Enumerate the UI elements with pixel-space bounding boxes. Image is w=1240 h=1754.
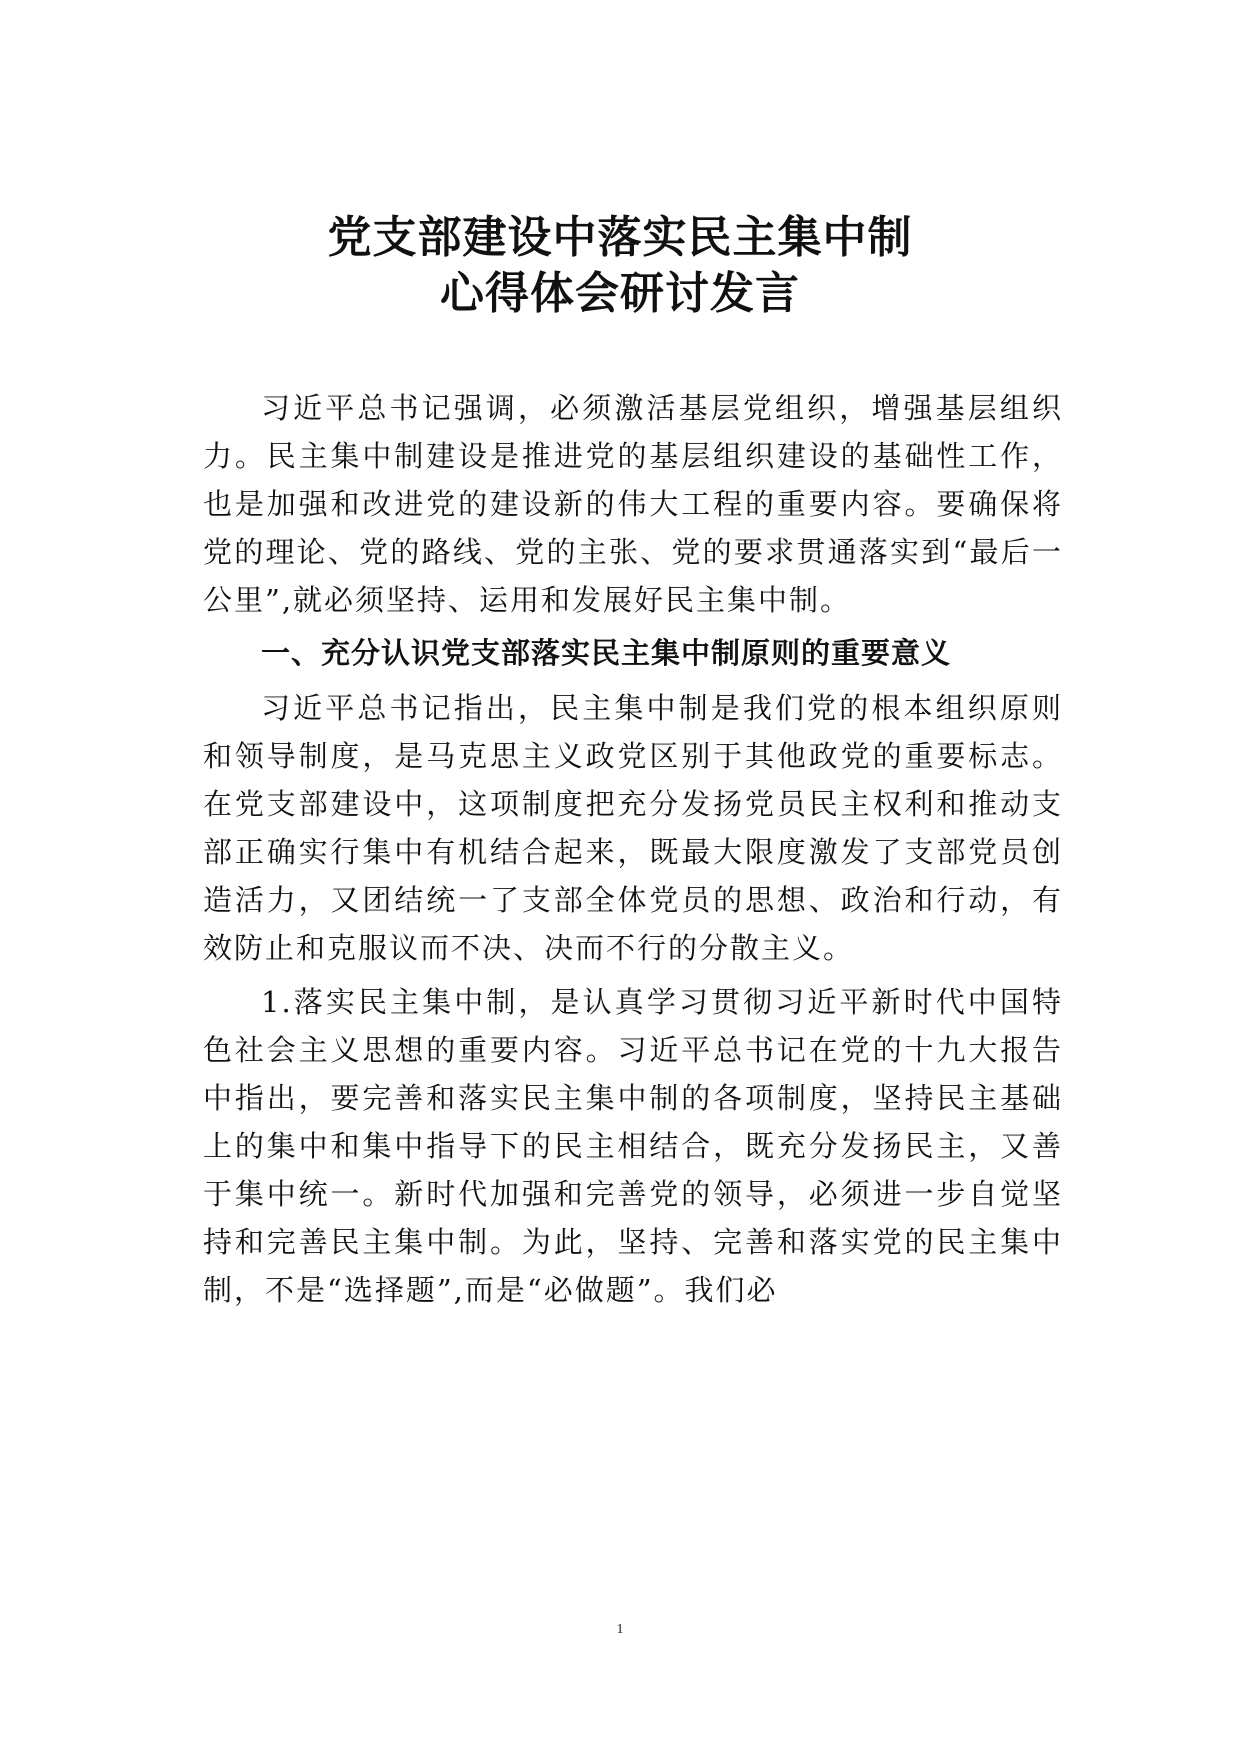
- section-heading-1: 一、充分认识党支部落实民主集中制原则的重要意义: [261, 636, 952, 670]
- paragraph-point-1: 1.落实民主集中制，是认真学习贯彻习近平新时代中国特色社会主义思想的重要内容。习近平总书记在党的十九大报告中指出，要完善和落实民主集中制的各项制度，坚持民主基础上的集中和集中指导下的民主相结合，既充分发扬民主，又善于集中统一。新时代加强和完善党的领导，必须进一步自觉坚持和完善民主集中制。为此，坚持、完善和落实党的民主集中制，不是“选择题”,而是“必做题”。我们必: [203, 985, 1063, 1307]
- document-body: [203, 384, 1063, 1314]
- title-line-1: 党支部建设中落实民主集中制: [327, 212, 913, 263]
- page-number: 1: [616, 1622, 624, 1637]
- paragraph-intro: 习近平总书记强调，必须激活基层党组织，增强基层组织力。民主集中制建设是推进党的基层组织建设的基础性工作，也是加强和改进党的建设新的伟大工程的重要内容。要确保将党的理论、党的路线、党的主张、党的要求贯通落实到“最后一公里”,就必须坚持、运用和发展好民主集中制。: [203, 391, 1063, 617]
- paragraph-significance: 习近平总书记指出，民主集中制是我们党的根本组织原则和领导制度，是马克思主义政党区别于其他政党的重要标志。在党支部建设中，这项制度把充分发扬党员民主权利和推动支部正确实行集中有机结合起来，既最大限度激发了支部党员创造活力，又团结统一了支部全体党员的思想、政治和行动，有效防止和克服议而不决、决而不行的分散主义。: [203, 691, 1063, 965]
- document-title: [0, 210, 1240, 322]
- title-line-2: 心得体会研讨发言: [440, 268, 800, 319]
